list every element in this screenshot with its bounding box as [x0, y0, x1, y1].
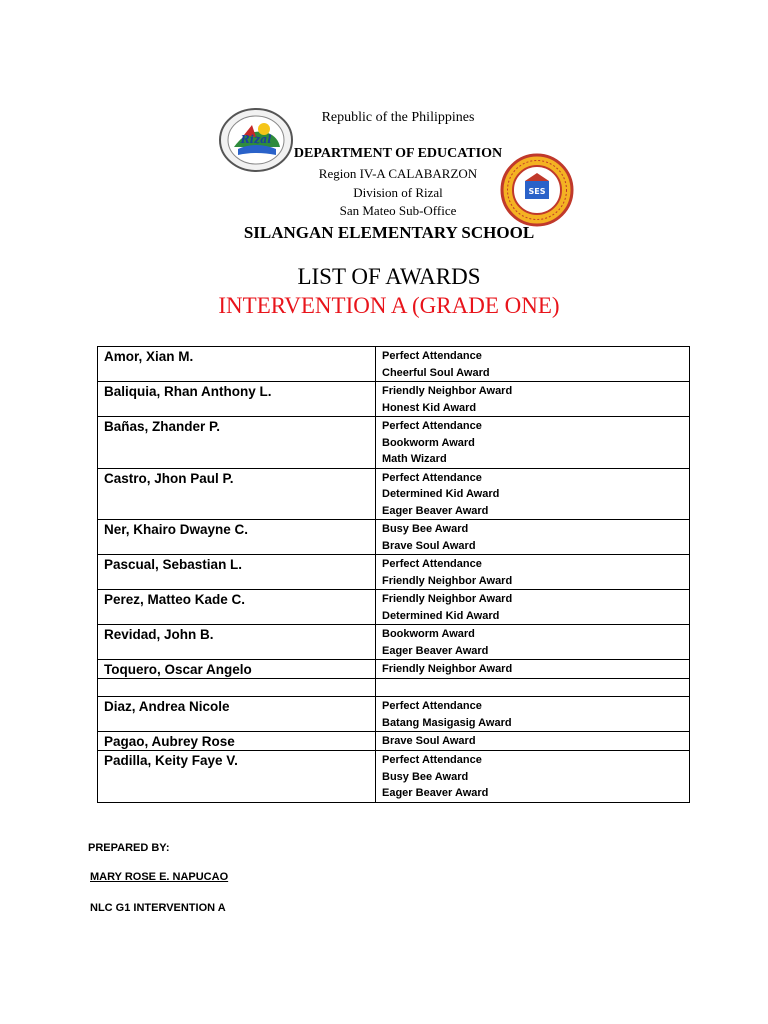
pupil-name: Baliquia, Rhan Anthony L.: [98, 382, 376, 417]
table-row: [98, 751, 690, 803]
award-item: Honest Kid Award: [382, 401, 477, 414]
award-item: Perfect Attendance: [382, 471, 482, 484]
award-item: Batang Masigasig Award: [382, 716, 512, 729]
table-row: [98, 468, 690, 520]
award-item: Perfect Attendance: [382, 420, 482, 432]
awards-table-body: [98, 347, 690, 803]
division-heading: Division of Rizal: [353, 185, 443, 200]
awards-table: [97, 346, 690, 803]
pupil-name: Castro, Jhon Paul P.: [98, 468, 376, 520]
award-cell: [376, 417, 690, 469]
pupil-name: Perez, Matteo Kade C.: [98, 590, 376, 625]
sub-office-heading: San Mateo Sub-Office: [339, 203, 457, 218]
pupil-name: Bañas, Zhander P.: [98, 417, 376, 469]
table-row: [98, 679, 690, 697]
award-cell: [376, 732, 690, 751]
pupil-name: Diaz, Andrea Nicole: [98, 697, 376, 732]
award-item: Perfect Attendance: [382, 350, 482, 362]
award-cell: [376, 520, 690, 555]
award-item: Bookworm Award: [382, 436, 475, 449]
award-item: Friendly Neighbor Award: [382, 574, 513, 587]
table-row: [98, 520, 690, 555]
left-seal-text: Rizal: [240, 133, 272, 146]
award-item: Determined Kid Award: [382, 609, 500, 622]
award-cell: [376, 590, 690, 625]
preparer-name: MARY ROSE E. NAPUCAO: [90, 871, 229, 883]
school-name: SILANGAN ELEMENTARY SCHOOL: [243, 223, 535, 242]
award-cell: [376, 660, 690, 679]
award-cell: [376, 347, 690, 382]
document-title: LIST OF AWARDS: [297, 264, 481, 289]
award-item: Determined Kid Award: [382, 488, 500, 500]
department-heading: DEPARTMENT OF EDUCATION: [293, 146, 503, 161]
award-item: Perfect Attendance: [382, 700, 482, 712]
table-row: [98, 555, 690, 590]
pupil-name: Ner, Khairo Dwayne C.: [98, 520, 376, 555]
table-row: [98, 660, 690, 679]
pupil-name: Pascual, Sebastian L.: [98, 555, 376, 590]
pupil-name: Pagao, Aubrey Rose: [98, 732, 376, 751]
award-cell: [376, 679, 690, 697]
prepared-by-label: PREPARED BY:: [88, 842, 170, 854]
award-cell: [376, 468, 690, 520]
award-item: Busy Bee Award: [382, 770, 469, 783]
award-cell: [376, 697, 690, 732]
table-row: [98, 590, 690, 625]
table-row: [98, 417, 690, 469]
table-row: [98, 697, 690, 732]
pupil-name: Toquero, Oscar Angelo: [98, 660, 376, 679]
award-cell: [376, 382, 690, 417]
award-item: Perfect Attendance: [382, 558, 482, 570]
award-cell: [376, 625, 690, 660]
award-item: Friendly Neighbor Award: [382, 663, 513, 675]
award-item: Brave Soul Award: [382, 735, 476, 747]
award-item: Eager Beaver Award: [382, 504, 489, 517]
award-item: Busy Bee Award: [382, 523, 469, 535]
right-seal-text: SES: [528, 187, 546, 196]
award-item: Perfect Attendance: [382, 754, 482, 766]
republic-heading: Republic of the Philippines: [321, 110, 475, 125]
award-item: Friendly Neighbor Award: [382, 593, 513, 605]
award-item: Eager Beaver Award: [382, 787, 489, 799]
table-row: [98, 382, 690, 417]
award-cell: [376, 751, 690, 803]
pupil-name: [98, 679, 376, 697]
award-item: Eager Beaver Award: [382, 644, 489, 657]
award-item: Cheerful Soul Award: [382, 366, 490, 379]
region-heading: Region IV-A CALABARZON: [318, 166, 478, 181]
award-item: Brave Soul Award: [382, 539, 476, 552]
award-item: Bookworm Award: [382, 628, 475, 640]
award-cell: [376, 555, 690, 590]
award-item: Friendly Neighbor Award: [382, 385, 513, 397]
intervention-title: INTERVENTION A (GRADE ONE): [218, 293, 560, 318]
table-row: [98, 347, 690, 382]
pupil-name: Revidad, John B.: [98, 625, 376, 660]
pupil-name: Amor, Xian M.: [98, 347, 376, 382]
preparer-position: NLC G1 INTERVENTION A: [90, 902, 226, 914]
pupil-name: Padilla, Keity Faye V.: [98, 751, 376, 803]
award-item: Math Wizard: [382, 453, 447, 465]
table-row: [98, 732, 690, 751]
table-row: [98, 625, 690, 660]
